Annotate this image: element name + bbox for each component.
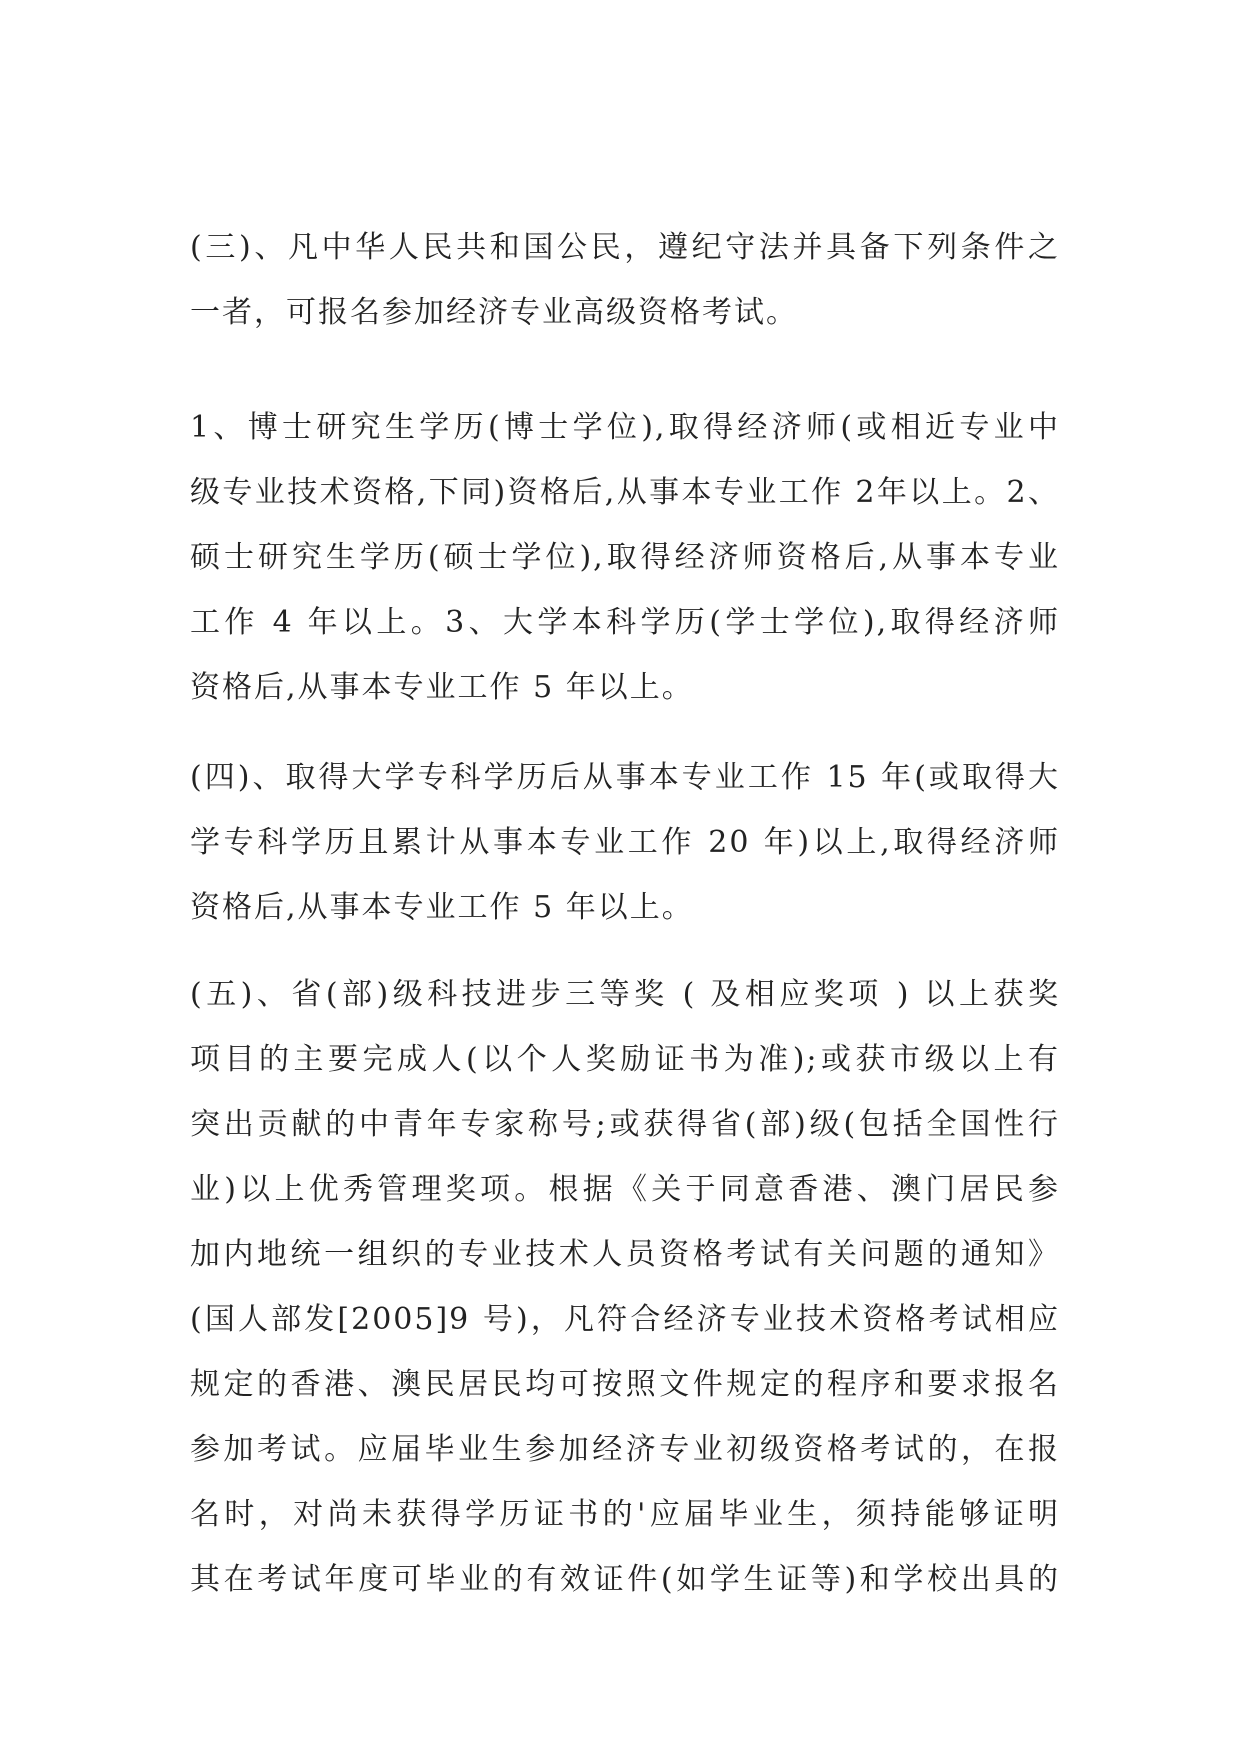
text-line: 参加考试。应届毕业生参加经济专业初级资格考试的，在报 — [190, 1432, 1060, 1467]
text-line: 其在考试年度可毕业的有效证件(如学生证等)和学校出具的 — [190, 1562, 1060, 1597]
text-line: 加内地统一组织的专业技术人员资格考试有关问题的通知》 — [190, 1237, 1060, 1272]
text-line: 业)以上优秀管理奖项。根据《关于同意香港、澳门居民参 — [190, 1172, 1060, 1207]
text-line: 突出贡献的中青年专家称号;或获得省(部)级(包括全国性行 — [190, 1107, 1060, 1142]
paragraph-senior-exam-eligibility — [190, 215, 1060, 345]
text-line: 资格后,从事本专业工作 5 年以上。 — [190, 670, 694, 705]
text-line: 资格后,从事本专业工作 5 年以上。 — [190, 890, 694, 925]
text-line: (四)、取得大学专科学历后从事本专业工作 15 年(或取得大 — [190, 760, 1060, 795]
text-line: 规定的香港、澳民居民均可按照文件规定的程序和要求报名 — [190, 1367, 1060, 1402]
paragraph-awards-and-notice — [190, 962, 1060, 1612]
paragraph-degree-requirements — [190, 395, 1060, 720]
text-line: 工作 4 年以上。3、大学本科学历(学士学位),取得经济师 — [190, 605, 1060, 640]
text-line: 硕士研究生学历(硕士学位),取得经济师资格后,从事本专业 — [190, 540, 1060, 575]
text-line: 一者，可报名参加经济专业高级资格考试。 — [190, 295, 798, 330]
text-line: (国人部发[2005]9 号)，凡符合经济专业技术资格考试相应 — [190, 1302, 1060, 1337]
text-line: 项目的主要完成人(以个人奖励证书为准);或获市级以上有 — [190, 1042, 1060, 1077]
text-line: 级专业技术资格,下同)资格后,从事本专业工作 2年以上。2、 — [190, 475, 1060, 510]
text-line: 1、博士研究生学历(博士学位),取得经济师(或相近专业中 — [190, 410, 1060, 445]
paragraph-college-diploma-requirements — [190, 745, 1060, 940]
text-line: 名时，对尚未获得学历证书的'应届毕业生，须持能够证明 — [190, 1497, 1060, 1532]
text-line: (五)、省(部)级科技进步三等奖 ( 及相应奖项 ) 以上获奖 — [190, 977, 1060, 1012]
text-line: 学专科学历且累计从事本专业工作 20 年)以上,取得经济师 — [190, 825, 1060, 860]
text-line: (三)、凡中华人民共和国公民，遵纪守法并具备下列条件之 — [190, 230, 1060, 265]
